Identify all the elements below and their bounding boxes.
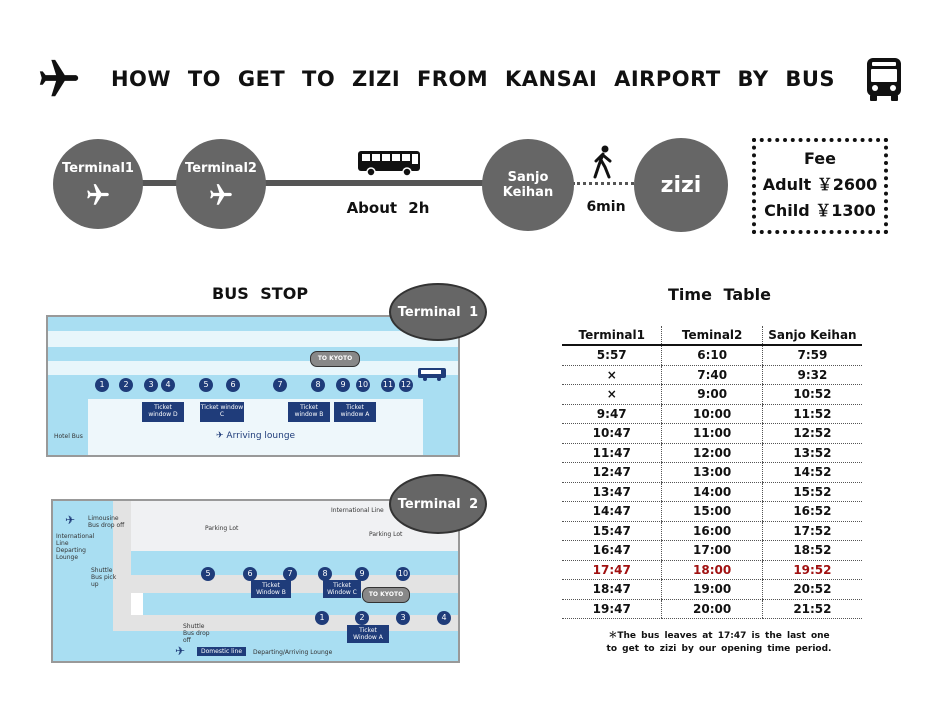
table-cell: 13:52 (762, 443, 862, 463)
stop-number: 8 (318, 567, 332, 581)
table-cell: 17:52 (762, 521, 862, 541)
terminal2-bubble: Terminal 2 (389, 474, 487, 534)
stop-number: 4 (161, 378, 175, 392)
note-line: to get to zizi by our opening time period. (606, 644, 832, 654)
airplane-icon: ✈ (175, 644, 186, 658)
international-line-label: International Line (331, 507, 384, 514)
table-cell: 20:52 (762, 580, 862, 600)
table-cell: 12:47 (562, 463, 662, 483)
stop-label-line1: Sanjo (507, 170, 549, 185)
table-row (562, 404, 862, 424)
note-line: ＊The bus leaves at 17:47 is the last one (608, 631, 830, 641)
stop-label-line2: Keihan (502, 185, 554, 200)
stop-number: 5 (199, 378, 213, 392)
ticket-window: Ticket window C (200, 402, 244, 422)
bus-side-icon (357, 149, 421, 177)
col-header: Terminal1 (562, 326, 662, 345)
table-cell: 7:59 (762, 345, 862, 365)
limousine-label: Limousine Bus drop off (88, 515, 125, 529)
table-cell: 10:00 (662, 404, 762, 424)
terminal2-map (51, 499, 460, 663)
table-cell: 17:47 (562, 560, 662, 580)
table-cell: 14:52 (762, 463, 862, 483)
airplane-icon (208, 182, 234, 208)
page-title: HOW TO GET TO ZIZI FROM KANSAI AIRPORT BY BUS (110, 67, 836, 91)
airplane-icon: ✈ (65, 513, 76, 527)
timetable-header-row (562, 326, 862, 345)
table-cell: 19:52 (762, 560, 862, 580)
to-kyoto-callout (362, 587, 410, 603)
stop-number: 2 (355, 611, 369, 625)
table-cell: 9:00 (662, 385, 762, 405)
table-row (562, 599, 862, 619)
terminal1-map (46, 315, 460, 457)
table-cell: 11:00 (662, 424, 762, 444)
table-cell: 16:00 (662, 521, 762, 541)
table-cell: 15:47 (562, 521, 662, 541)
bus-icon (418, 367, 446, 381)
road-band (48, 317, 458, 399)
walk-dotted-line (572, 182, 640, 185)
stop-number: 9 (355, 567, 369, 581)
table-cell: 11:47 (562, 443, 662, 463)
ticket-window: Ticket window B (288, 402, 330, 422)
stop-label: Terminal2 (185, 160, 257, 176)
table-cell: 6:10 (662, 345, 762, 365)
table-cell: 15:00 (662, 502, 762, 522)
page-title-row (0, 56, 940, 102)
table-cell: 16:52 (762, 502, 862, 522)
fee-adult: Adult ￥2600 (762, 175, 878, 194)
table-row (562, 580, 862, 600)
domestic-line-label: Domestic line (197, 647, 246, 656)
table-row (562, 560, 862, 580)
stop-number: 11 (381, 378, 395, 392)
timetable-note (560, 630, 878, 656)
timetable-title: Time Table (668, 285, 771, 304)
ticket-window: Ticket window A (334, 402, 376, 422)
stop-number: 1 (95, 378, 109, 392)
stop-terminal2 (176, 139, 266, 229)
ticket-window: Ticket Window B (251, 580, 291, 598)
table-row (562, 502, 862, 522)
table-cell: 13:00 (662, 463, 762, 483)
table-cell: 20:00 (662, 599, 762, 619)
ticket-window: Ticket Window A (347, 625, 389, 643)
table-cell: 9:32 (762, 365, 862, 385)
stop-number: 6 (243, 567, 257, 581)
table-cell: × (562, 365, 662, 385)
parking-lot-label: Parking Lot (369, 531, 403, 538)
table-row (562, 424, 862, 444)
bus-icon (864, 56, 904, 102)
to-kyoto-label: TO KYOTO (368, 591, 404, 598)
table-cell: 19:47 (562, 599, 662, 619)
table-cell: 7:40 (662, 365, 762, 385)
to-kyoto-callout (310, 351, 360, 367)
airplane-icon (36, 56, 82, 102)
timetable (562, 326, 862, 619)
table-cell: 18:52 (762, 541, 862, 561)
fee-child: Child ￥1300 (764, 201, 876, 220)
table-cell: 11:52 (762, 404, 862, 424)
road-lane (48, 361, 458, 375)
table-row (562, 365, 862, 385)
table-row (562, 463, 862, 483)
dep-arr-lounge-label: Departing/Arriving Lounge (253, 649, 333, 656)
stop-number: 6 (226, 378, 240, 392)
stop-sanjo-keihan (482, 139, 574, 231)
stop-number: 2 (119, 378, 133, 392)
table-row (562, 345, 862, 365)
road-lane (48, 331, 458, 347)
walking-person-icon (592, 145, 614, 179)
airplane-icon (85, 182, 111, 208)
to-kyoto-label: TO KYOTO (317, 355, 353, 362)
stop-number: 7 (283, 567, 297, 581)
stop-label: Terminal1 (62, 160, 134, 176)
side-area (48, 399, 88, 455)
stop-number: 12 (399, 378, 413, 392)
stop-number: 9 (336, 378, 350, 392)
table-cell: 18:00 (662, 560, 762, 580)
table-cell: 12:52 (762, 424, 862, 444)
stop-number: 8 (311, 378, 325, 392)
shuttle-dropoff-label: Shuttle Bus drop off (183, 623, 210, 644)
table-cell: 5:57 (562, 345, 662, 365)
stop-number: 10 (356, 378, 370, 392)
table-row (562, 482, 862, 502)
parking-lot-label: Parking Lot (205, 525, 239, 532)
ticket-window: Ticket window D (142, 402, 184, 422)
hotel-bus-label: Hotel Bus (54, 433, 83, 440)
stop-number: 1 (315, 611, 329, 625)
side-area (423, 399, 458, 455)
stop-number: 3 (396, 611, 410, 625)
fee-box (752, 138, 888, 234)
stop-number: 7 (273, 378, 287, 392)
bus-duration: About 2h (346, 199, 430, 217)
table-cell: 18:47 (562, 580, 662, 600)
stop-number: 4 (437, 611, 451, 625)
table-cell: 13:47 (562, 482, 662, 502)
table-cell: 10:52 (762, 385, 862, 405)
table-row (562, 521, 862, 541)
table-cell: 16:47 (562, 541, 662, 561)
table-cell: 17:00 (662, 541, 762, 561)
table-row (562, 541, 862, 561)
fee-title: Fee (804, 149, 836, 168)
col-header: Sanjo Keihan (762, 326, 862, 345)
shuttle-pickup-label: Shuttle Bus pick up (91, 567, 117, 588)
stop-zizi (634, 138, 728, 232)
bus-stop-title: BUS STOP (212, 284, 309, 303)
stop-terminal1 (53, 139, 143, 229)
terminal1-bubble: Terminal 1 (389, 283, 487, 341)
table-cell: 10:47 (562, 424, 662, 444)
lounge-band (113, 631, 458, 661)
table-row (562, 385, 862, 405)
arriving-lounge (216, 431, 295, 441)
ticket-window: Ticket Window C (323, 580, 361, 598)
road-band (143, 593, 458, 615)
arriving-lounge-label: Arriving lounge (226, 431, 296, 441)
table-cell: 21:52 (762, 599, 862, 619)
table-cell: 19:00 (662, 580, 762, 600)
table-cell: × (562, 385, 662, 405)
table-cell: 15:52 (762, 482, 862, 502)
stop-number: 5 (201, 567, 215, 581)
col-header: Teminal2 (662, 326, 762, 345)
table-cell: 14:47 (562, 502, 662, 522)
table-cell: 9:47 (562, 404, 662, 424)
stop-label: zizi (660, 172, 702, 198)
table-row (562, 443, 862, 463)
intl-departing-label: International Line Departing Lounge (56, 533, 95, 561)
table-cell: 14:00 (662, 482, 762, 502)
stop-number: 10 (396, 567, 410, 581)
airplane-icon: ✈ (216, 431, 224, 441)
stop-number: 3 (144, 378, 158, 392)
walk-duration: 6min (586, 199, 626, 215)
table-cell: 12:00 (662, 443, 762, 463)
